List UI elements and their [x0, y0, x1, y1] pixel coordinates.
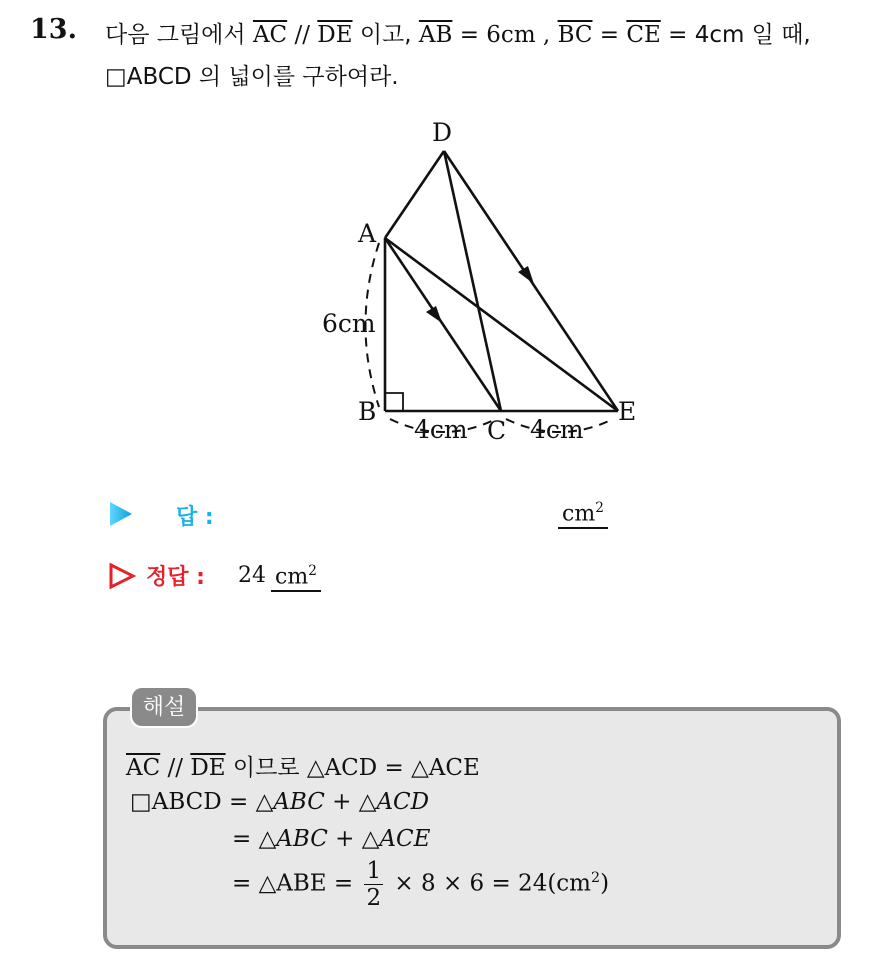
- question-number: 13.: [30, 14, 77, 45]
- right-angle-mark: [385, 393, 403, 411]
- parallel-arrow-ac: [426, 306, 442, 323]
- fraction-one-half: $\frac{1}{2}$: [366, 858, 382, 911]
- question-text-line1: 다음 그림에서 $\overline{AC} // \overline{DE}$ 이고, $\overline{AB} = 6cm$ , $\overline{BC} = \overline{CE} = 4cm$ 일 때,: [105, 22, 811, 48]
- point-label-e: E: [618, 397, 637, 426]
- answer-arrow-icon: [108, 500, 134, 528]
- answer-label: 답 :: [176, 505, 214, 530]
- point-label-c: C: [487, 416, 507, 445]
- segment-de: $\overline{DE}$: [317, 22, 353, 48]
- answer-row: [108, 500, 608, 530]
- explanation-line4: = △ABE = $\frac{1}{2}$ × $8 \times 6 = 24(cm^2)$: [232, 858, 610, 911]
- point-label-a: A: [358, 219, 377, 248]
- segment-bc: $\overline{BC}$: [557, 22, 593, 48]
- segment-a-e: [385, 238, 618, 411]
- dim-label-ab: 6cm: [322, 309, 376, 338]
- point-label-d: D: [432, 118, 453, 147]
- correct-arrow-icon: [108, 562, 136, 590]
- explanation-box: [103, 707, 841, 949]
- point-label-b: B: [358, 397, 377, 426]
- explanation-line1: $\overline{AC} // \overline{DE}$ 이므로 △ACD = △ACE: [126, 755, 480, 781]
- segment-d-c: [444, 151, 501, 411]
- explanation-line2: □ABCD = △ABC + △ACD: [130, 789, 430, 815]
- parallel-arrow-de: [518, 266, 534, 284]
- segment-ab: $\overline{AB}$: [418, 22, 453, 48]
- segment-a-d: [385, 151, 444, 238]
- segment-ac: $\overline{AC}$: [252, 22, 288, 48]
- segment-ce: $\overline{CE}$: [626, 22, 661, 48]
- dim-label-ce: 4cm: [530, 415, 584, 444]
- correct-answer-row: [108, 560, 608, 594]
- question-text-line2: □ABCD 의 넓이를 구하여라.: [105, 64, 399, 90]
- dim-label-bc: 4cm: [414, 415, 468, 444]
- correct-answer-label: 정답 :: [146, 565, 205, 590]
- figure-lines: [300, 115, 660, 455]
- correct-answer-unit: $cm^2$: [271, 563, 321, 592]
- answer-unit-blank[interactable]: $cm^2$: [558, 500, 608, 529]
- geometry-figure: [300, 115, 660, 455]
- segment-a-c: [385, 238, 501, 411]
- correct-answer-value: 24: [238, 563, 266, 588]
- explanation-tab: 해설: [130, 686, 198, 728]
- explanation-line3: = △ABC + △ACE: [232, 826, 431, 852]
